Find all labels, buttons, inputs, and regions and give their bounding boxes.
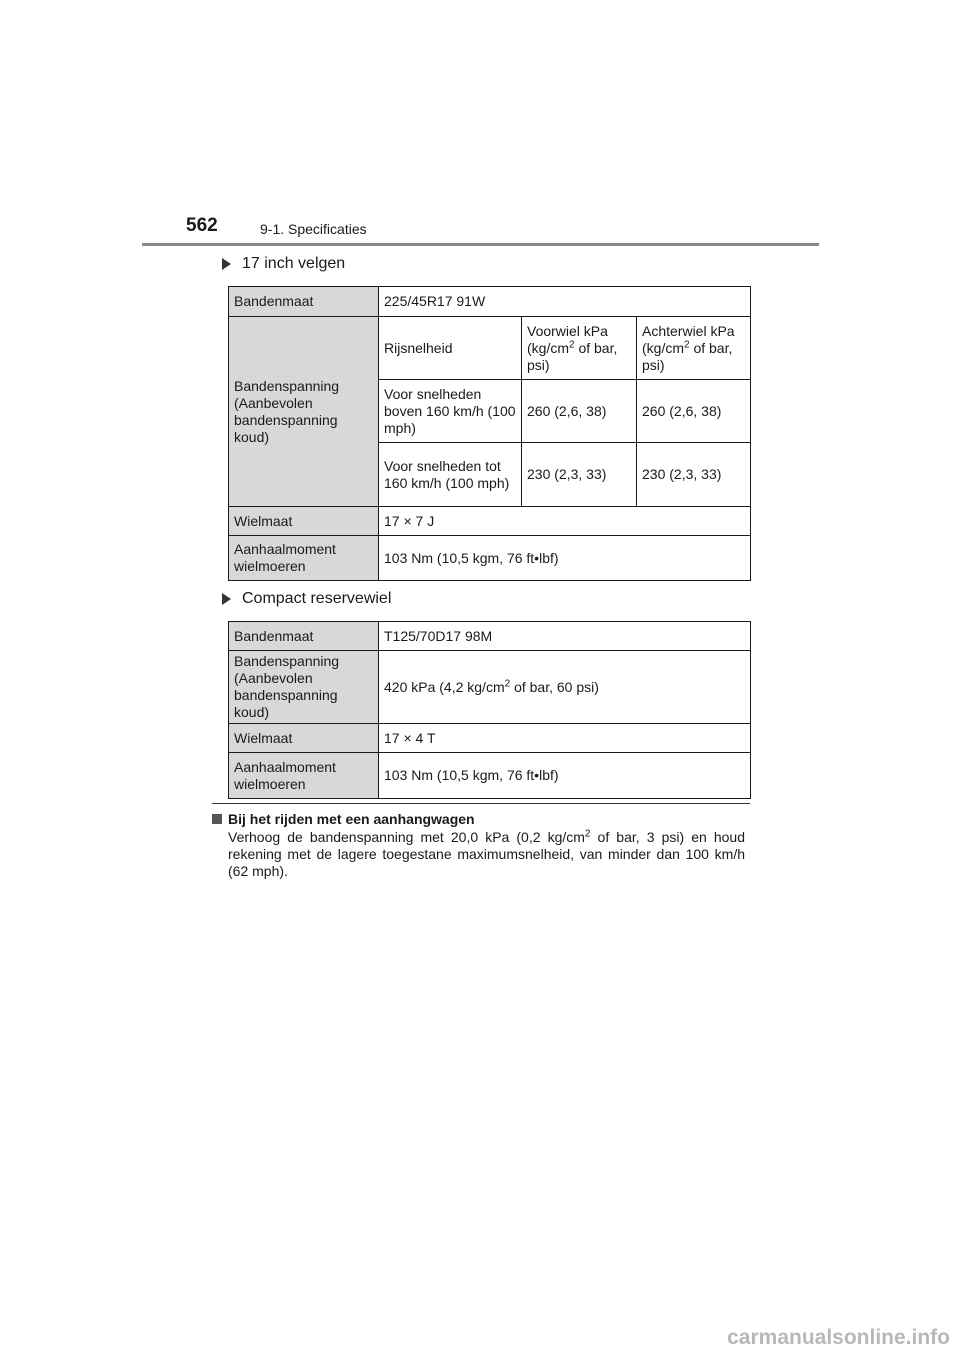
rims17-spec-table bbox=[228, 286, 751, 581]
row2-front: 230 (2,3, 33) bbox=[522, 443, 637, 507]
note-text-2: of bar, 3 psi) en houd rekening met de lagere toegestane maximumsnelheid, van minder dan 100 km/h (62 mph). bbox=[228, 829, 745, 879]
table-row bbox=[229, 753, 751, 799]
table-row bbox=[229, 724, 751, 753]
pressure-value bbox=[379, 651, 751, 724]
wheel-size-label: Wielmaat bbox=[229, 724, 379, 753]
col-front-text: Voorwiel kPa (kg/cm bbox=[527, 322, 608, 356]
row1-front: 260 (2,6, 38) bbox=[522, 380, 637, 443]
section-title: 9-1. Specificaties bbox=[260, 221, 367, 237]
pressure-label: Bandenspanning (Aanbevolen bandenspanning koud) bbox=[229, 317, 379, 507]
tire-size-value: T125/70D17 98M bbox=[379, 622, 751, 651]
col-front-text-2: of bar, psi) bbox=[527, 339, 618, 373]
square-bullet-icon bbox=[212, 814, 222, 824]
spare-heading-text: Compact reservewiel bbox=[242, 590, 392, 607]
watermark: carmanualsonline.info bbox=[727, 1326, 950, 1349]
spare-heading bbox=[222, 590, 391, 608]
rims17-heading-text: 17 inch velgen bbox=[242, 255, 346, 272]
row2-speed: Voor snelheden tot 160 km/h (100 mph) bbox=[379, 443, 522, 507]
table-row bbox=[229, 507, 751, 536]
table-row bbox=[229, 287, 751, 317]
wheel-size-label: Wielmaat bbox=[229, 507, 379, 536]
note-text: Verhoog de bandenspanning met 20,0 kPa (0,2 kg/cm bbox=[228, 829, 585, 845]
torque-value: 103 Nm (10,5 kgm, 76 ft•lbf) bbox=[379, 753, 751, 799]
row1-speed: Voor snelheden boven 160 km/h (100 mph) bbox=[379, 380, 522, 443]
torque-label: Aanhaalmoment wielmoeren bbox=[229, 753, 379, 799]
note-rule bbox=[212, 803, 750, 804]
row1-rear: 260 (2,6, 38) bbox=[637, 380, 751, 443]
superscript: 2 bbox=[684, 338, 690, 350]
wheel-size-value: 17 × 4 T bbox=[379, 724, 751, 753]
table-row bbox=[229, 651, 751, 724]
wheel-size-value: 17 × 7 J bbox=[379, 507, 751, 536]
tire-size-label: Bandenmaat bbox=[229, 622, 379, 651]
pressure-label: Bandenspanning (Aanbevolen bandenspanning koud) bbox=[229, 651, 379, 724]
pressure-value-text: 420 kPa (4,2 kg/cm bbox=[384, 678, 505, 695]
header-rule bbox=[142, 243, 819, 246]
note-title: Bij het rijden met een aanhangwagen bbox=[228, 811, 475, 827]
torque-label: Aanhaalmoment wielmoeren bbox=[229, 536, 379, 581]
note-heading bbox=[212, 811, 475, 827]
table-row bbox=[229, 622, 751, 651]
rims17-heading bbox=[222, 255, 345, 273]
col-rear-header bbox=[637, 317, 751, 380]
page-number: 562 bbox=[186, 215, 218, 236]
triangle-bullet-icon bbox=[222, 258, 231, 270]
pressure-value-text-2: of bar, 60 psi) bbox=[510, 678, 599, 695]
col-rear-text: Achterwiel kPa (kg/cm bbox=[642, 322, 735, 356]
triangle-bullet-icon bbox=[222, 593, 231, 605]
tire-size-label: Bandenmaat bbox=[229, 287, 379, 317]
note-body bbox=[228, 829, 745, 880]
superscript: 2 bbox=[569, 338, 575, 350]
superscript: 2 bbox=[584, 828, 591, 840]
col-speed-header: Rijsnelheid bbox=[379, 317, 522, 380]
torque-value: 103 Nm (10,5 kgm, 76 ft•lbf) bbox=[379, 536, 751, 581]
table-row bbox=[229, 317, 751, 380]
col-front-header bbox=[522, 317, 637, 380]
spare-spec-table bbox=[228, 621, 751, 799]
table-row bbox=[229, 536, 751, 581]
col-rear-text-2: of bar, psi) bbox=[642, 339, 733, 373]
row2-rear: 230 (2,3, 33) bbox=[637, 443, 751, 507]
superscript: 2 bbox=[504, 677, 511, 689]
tire-size-value: 225/45R17 91W bbox=[379, 287, 751, 317]
